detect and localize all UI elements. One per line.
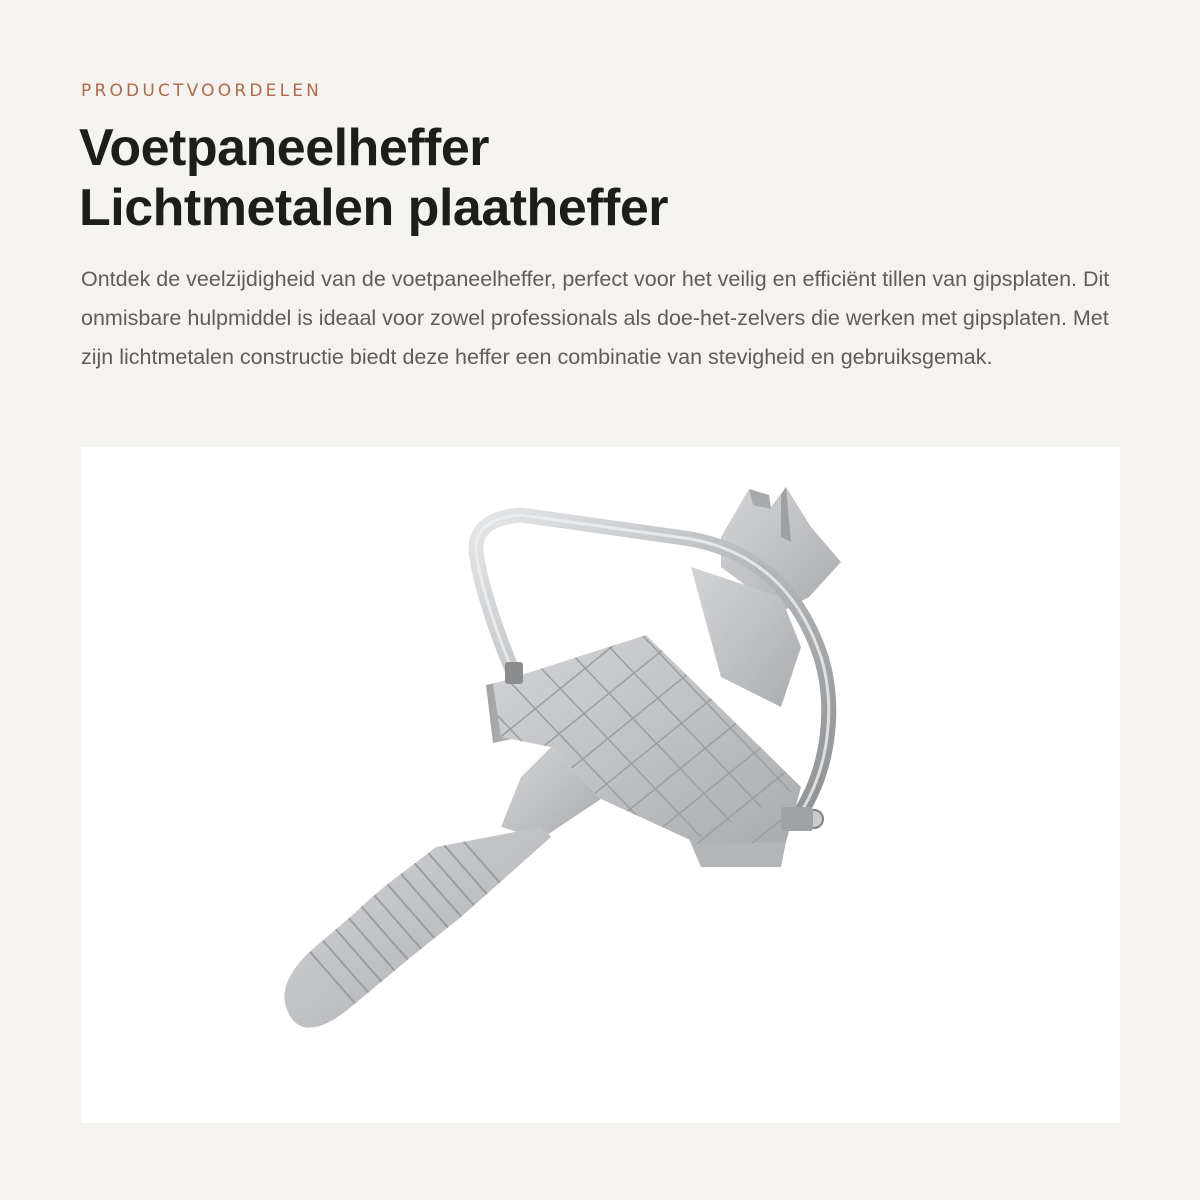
foot-lifter-illustration [81, 447, 1120, 1123]
page-title [79, 118, 668, 238]
title-line-1: Voetpaneelheffer [79, 119, 490, 177]
product-image [81, 447, 1120, 1123]
title-line-2: Lichtmetalen plaatheffer [79, 179, 669, 237]
product-description: Ontdek de veelzijdigheid van de voetpaneelheffer, perfect voor het veilig en efficiënt tillen van gipsplaten. Dit onmisbare hulpmiddel is ideaal voor zowel professionals als doe-het-zelvers die werken met gipsplaten. Met zijn lichtmetalen constructie biedt deze heffer een combinatie van stevigheid en gebruiksgemak. [81, 267, 1110, 369]
section-eyebrow: PRODUCTVOORDELEN [81, 81, 323, 101]
